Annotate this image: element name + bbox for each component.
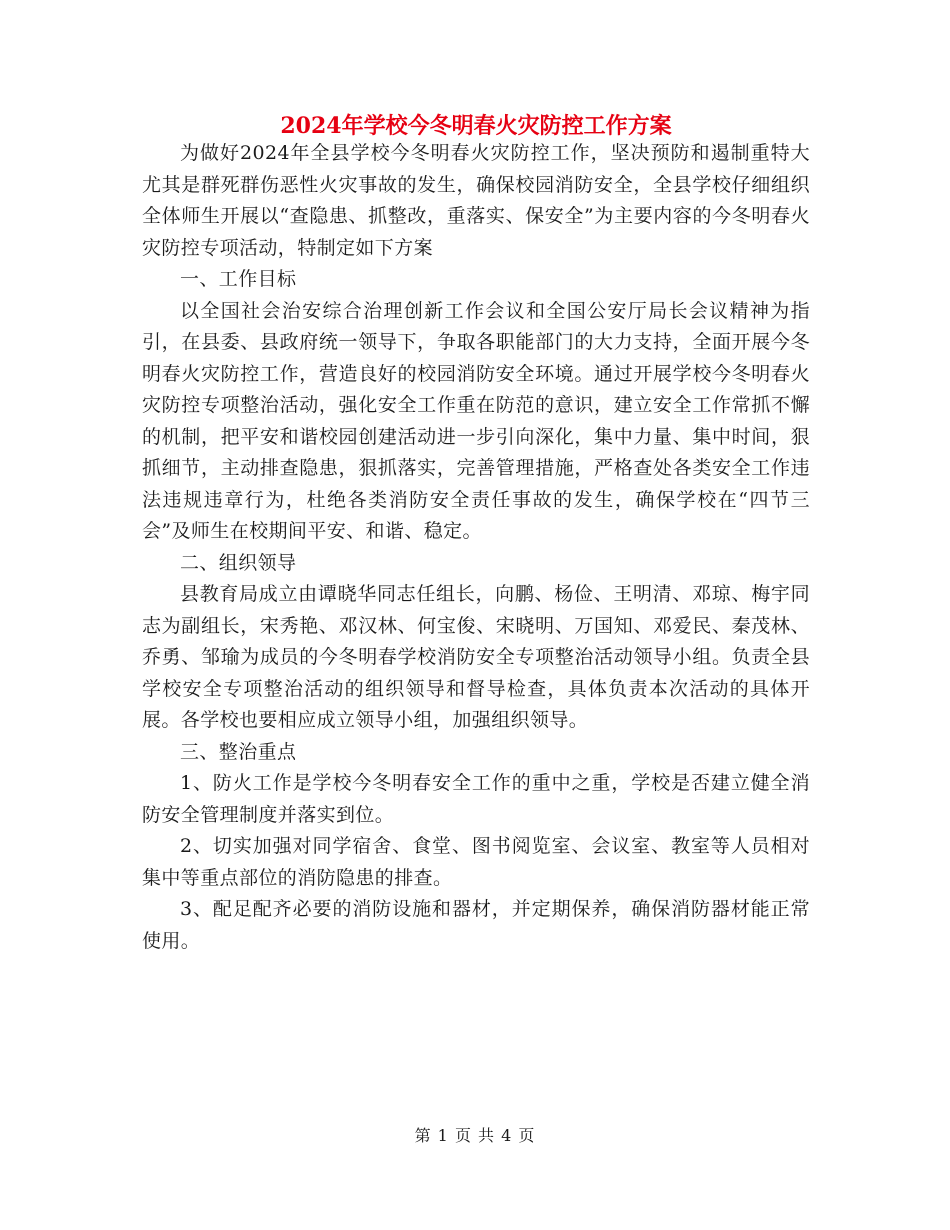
section-heading-goals: 一、工作目标 (180, 268, 297, 290)
focus-item-1: 1、防火工作是学校今冬明春安全工作的重中之重，学校是否建立健全消防安全管理制度并落实到位。 (142, 772, 810, 826)
focus-item-3: 3、配足配齐必要的消防设施和器材，并定期保养，确保消防器材能正常使用。 (142, 898, 810, 952)
section-heading-organization: 二、组织领导 (180, 551, 297, 574)
intro-paragraph: 为做好2024年全县学校今冬明春火灾防控工作，坚决预防和遏制重特大尤其是群死群伤恶性火灾事故的发生，确保校园消防安全，全县学校仔细组织全体师生开展以“查隐患、抓整改，重落实、保安全”为主要内容的今冬明春火灾防控专项活动，特制定如下方案 (142, 142, 810, 259)
document-page (142, 108, 810, 957)
focus-item-2: 2、切实加强对同学宿舍、食堂、图书阅览室、会议室、教室等人员相对集中等重点部位的消防隐患的排查。 (142, 835, 810, 889)
document-title: 2024年学校今冬明春火灾防控工作方案 (280, 113, 672, 139)
section-heading-focus: 三、整治重点 (180, 740, 297, 763)
organization-paragraph: 县教育局成立由谭晓华同志任组长，向鹏、杨俭、王明清、邓琼、梅宇同志为副组长，宋秀艳、邓汉林、何宝俊、宋晓明、万国知、邓爱民、秦茂林、乔勇、邹瑜为成员的今冬明春学校消防安全专项整治活动领导小组。负责全县学校安全专项整治活动的组织领导和督导检查，具体负责本次活动的具体开展。各学校也要相应成立领导小组，加强组织领导。 (142, 583, 810, 731)
goals-paragraph: 以全国社会治安综合治理创新工作会议和全国公安厅局长会议精神为指引，在县委、县政府统一领导下，争取各职能部门的大力支持，全面开展今冬明春火灾防控工作，营造良好的校园消防安全环境。通过开展学校今冬明春火灾防控专项整治活动，强化安全工作重在防范的意识，建立安全工作常抓不懈的机制，把平安和谐校园创建活动进一步引向深化，集中力量、集中时间，狠抓细节，主动排查隐患，狠抓落实，完善管理措施，严格查处各类安全工作违法违规违章行为，杜绝各类消防安全责任事故的发生，确保学校在“四节三会”及师生在校期间平安、和谐、稳定。 (142, 299, 810, 542)
page-footer: 第 1 页 共 4 页 (414, 1126, 536, 1145)
